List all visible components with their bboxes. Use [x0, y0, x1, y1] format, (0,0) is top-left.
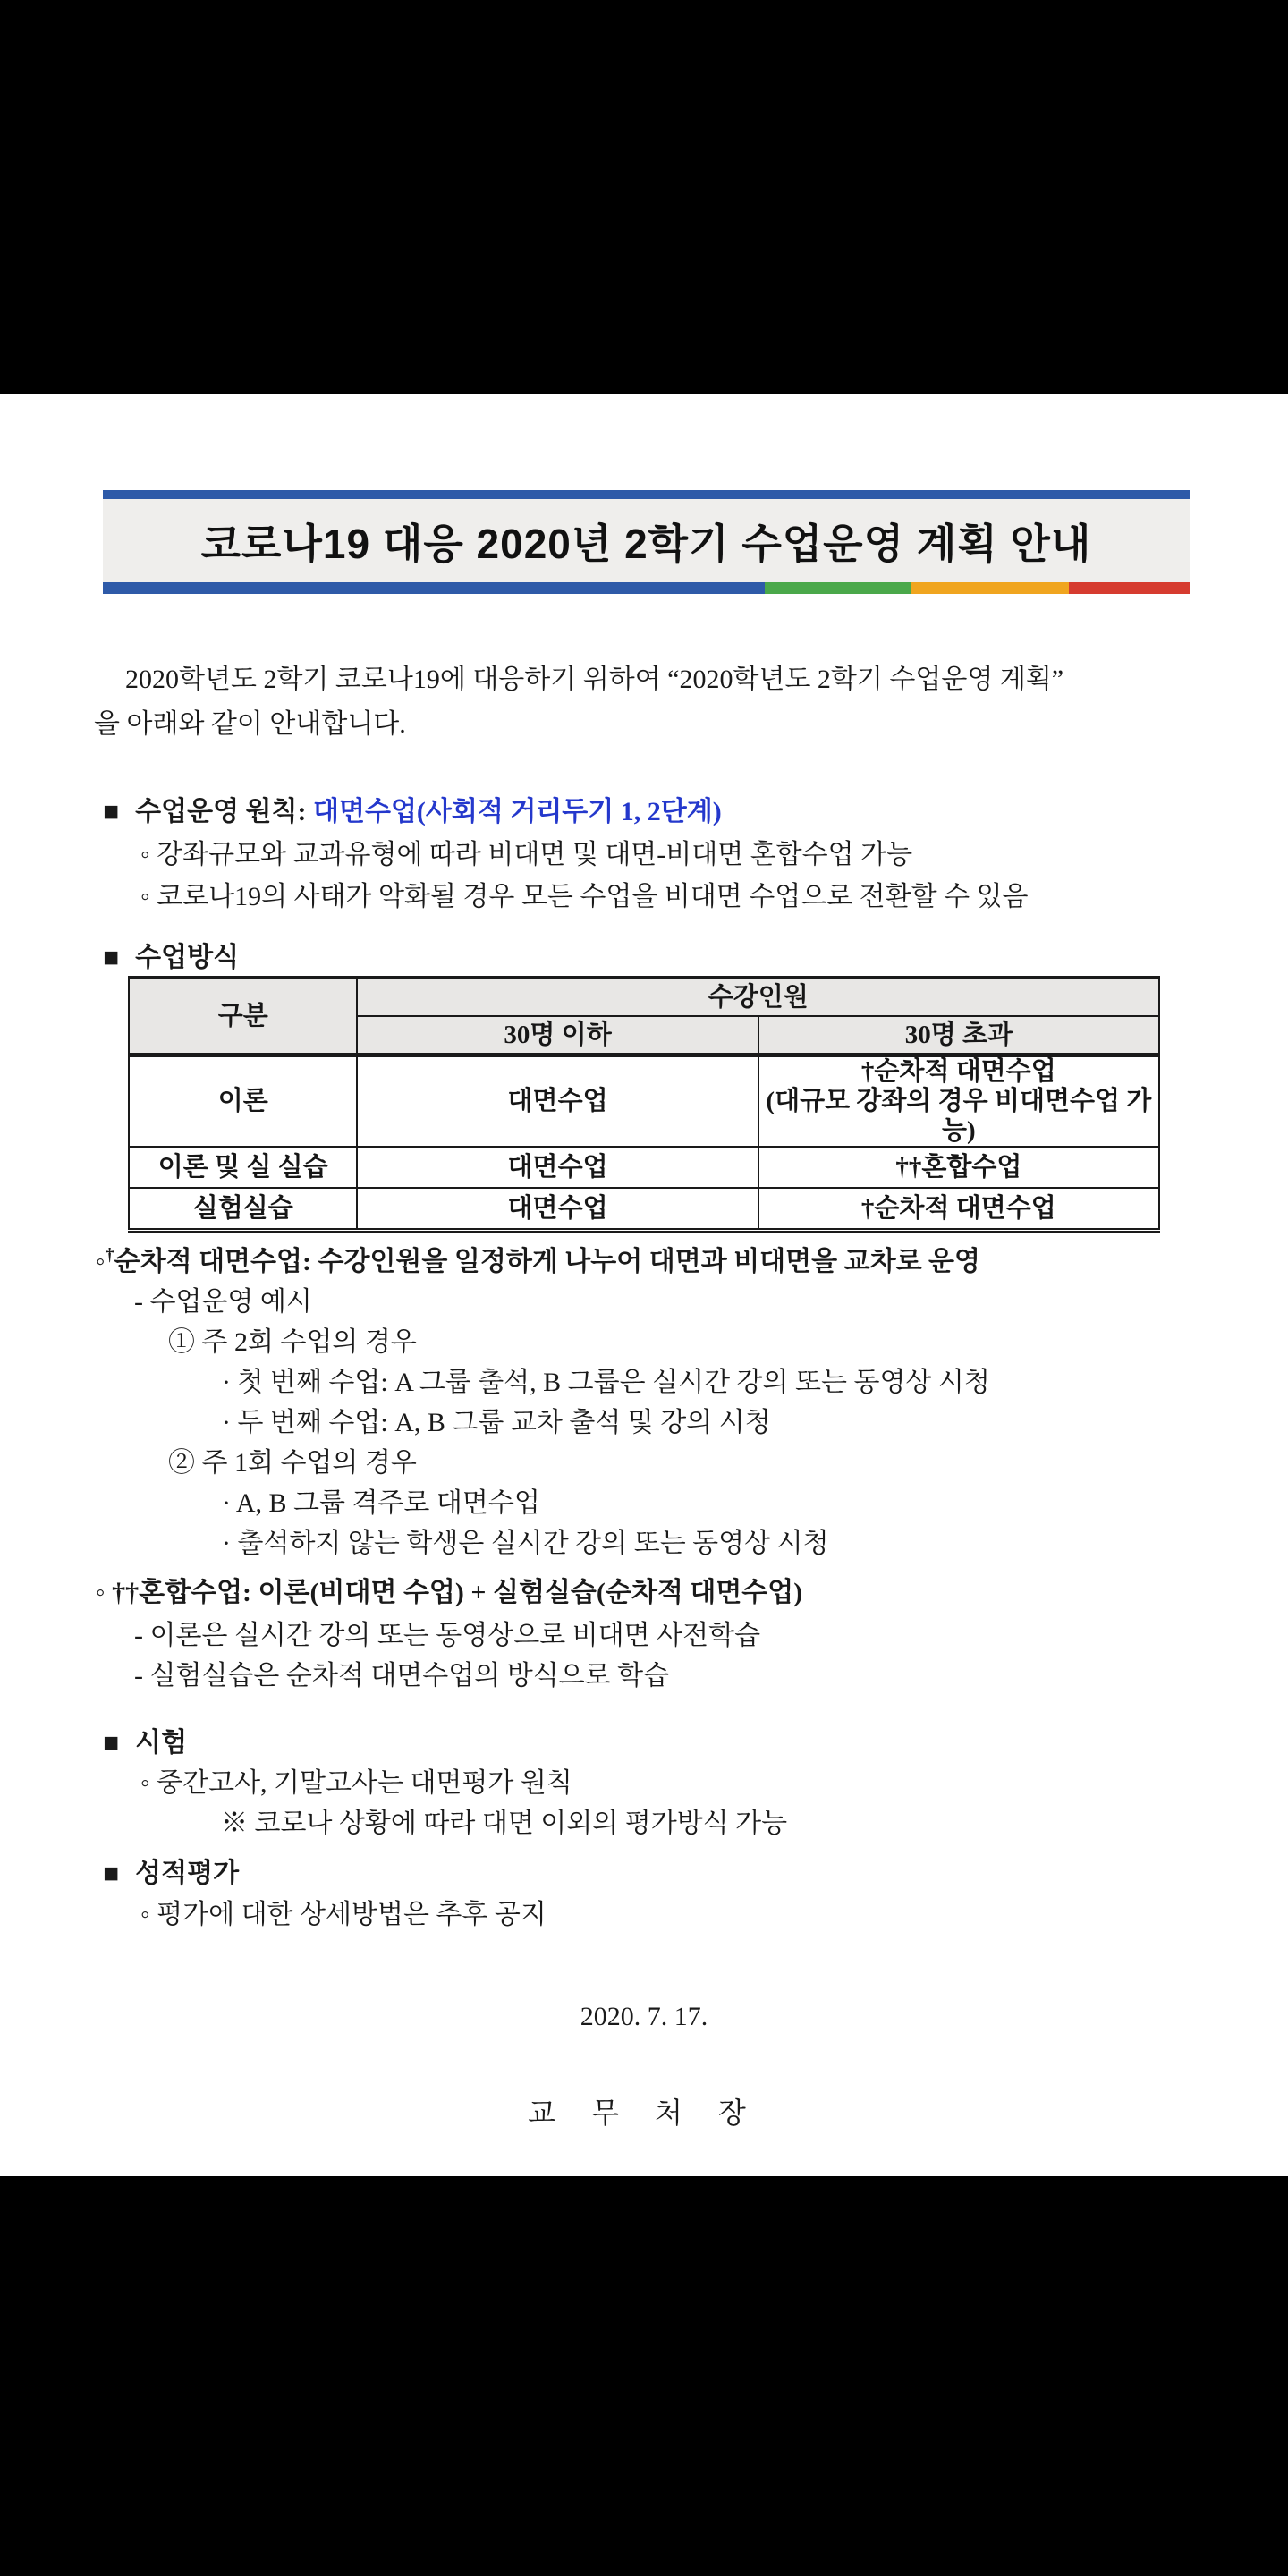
row2-category: 이론 및 실 실습: [129, 1147, 357, 1188]
document-date: 2020. 7. 17.: [580, 2002, 708, 2031]
case1-item-1: · 첫 번째 수업: A 그룹 출석, B 그룹은 실시간 강의 또는 동영상 시청: [222, 1368, 990, 1397]
banner-bottom-bar: [103, 582, 1190, 594]
intro-line-1: 2020학년도 2학기 코로나19에 대응하기 위하여 “2020학년도 2학기 수업운영 계획”: [125, 665, 1064, 694]
document-signer: 교 무 처 장: [528, 2097, 760, 2129]
row2-under30: 대면수업: [357, 1147, 758, 1188]
banner-segment-red: [1069, 582, 1190, 594]
section-principle-highlight: 대면수업(사회적 거리두기 1, 2단계): [313, 797, 722, 826]
square-bullet-icon: ■: [103, 1859, 120, 1888]
square-bullet-icon: ■: [103, 797, 120, 826]
case2-item-2: · 출석하지 않는 학생은 실시간 강의 또는 동영상 시청: [222, 1529, 829, 1558]
note-mixed-title: [96, 1572, 802, 1614]
circle-bullet-icon: ◦: [96, 1247, 106, 1276]
row1-over30-line1: †순차적 대면수업: [860, 1057, 1056, 1086]
note-sequential-title-text: 순차적 대면수업: 수강인원을 일정하게 나누어 대면과 비대면을 교차로 운영: [114, 1247, 981, 1276]
row2-over30: ††혼합수업: [758, 1147, 1159, 1188]
table-header-enrollment: 수강인원: [357, 978, 1159, 1016]
square-bullet-icon: ■: [103, 1728, 120, 1758]
banner-top-bar: [103, 490, 1190, 499]
row3-under30: 대면수업: [357, 1188, 758, 1231]
section-principle-heading: [103, 792, 722, 833]
case2-heading: ② 주 1회 수업의 경우: [168, 1448, 417, 1478]
section-method-heading: [103, 937, 239, 979]
note-mixed-title-text: ††혼합수업: 이론(비대면 수업) + 실험실습(순차적 대면수업): [112, 1578, 803, 1607]
row3-over30: †순차적 대면수업: [758, 1188, 1159, 1231]
square-bullet-icon: ■: [103, 943, 120, 972]
case2-item-1: · A, B 그룹 격주로 대면수업: [222, 1488, 540, 1518]
banner-body: [103, 499, 1190, 582]
grade-item-1: ◦ 평가에 대한 상세방법은 추후 공지: [140, 1900, 547, 1929]
row3-category: 실험실습: [129, 1188, 357, 1231]
exam-note: ※ 코로나 상황에 따라 대면 이외의 평가방식 가능: [221, 1809, 788, 1838]
section-method-label: 수업방식: [135, 943, 240, 972]
section-exam-label: 시험: [135, 1728, 188, 1758]
table-header-category: 구분: [129, 978, 357, 1055]
row1-under30: 대면수업: [357, 1055, 758, 1148]
section-grade-heading: [103, 1853, 239, 1894]
note-sequential-title: [96, 1241, 980, 1283]
intro-line-2: 을 아래와 같이 안내합니다.: [94, 709, 406, 739]
dagger-icon: †: [105, 1245, 114, 1265]
row1-category: 이론: [129, 1055, 357, 1148]
table-header-over30: 30명 초과: [758, 1016, 1159, 1055]
note-mixed-item-1: - 이론은 실시간 강의 또는 동영상으로 비대면 사전학습: [134, 1621, 761, 1650]
page-title: 코로나19 대응 2020년 2학기 수업운영 계획 안내: [200, 520, 1092, 567]
table-row: [129, 1147, 1159, 1188]
section-grade-label: 성적평가: [135, 1859, 240, 1888]
case1-heading: ① 주 2회 수업의 경우: [168, 1327, 417, 1357]
banner-segment-orange: [911, 582, 1069, 594]
row1-over30-line2: (대규모 강좌의 경우 비대면수업 가능): [766, 1087, 1152, 1145]
table-header-under30: 30명 이하: [357, 1016, 758, 1055]
document-page: [0, 394, 1288, 2176]
banner-segment-green: [765, 582, 911, 594]
exam-item-1: ◦ 중간고사, 기말고사는 대면평가 원칙: [140, 1768, 572, 1798]
table-row: [129, 1055, 1159, 1148]
case1-item-2: · 두 번째 수업: A, B 그룹 교차 출석 및 강의 시청: [222, 1408, 771, 1437]
section-exam-heading: [103, 1723, 187, 1764]
section-principle-label: 수업운영 원칙:: [135, 797, 307, 826]
intro-paragraph: [94, 657, 1199, 747]
table-row: [129, 1188, 1159, 1231]
circle-bullet-icon: ◦: [96, 1578, 106, 1607]
note-mixed-item-2: - 실험실습은 순차적 대면수업의 방식으로 학습: [134, 1661, 670, 1690]
banner-segment-blue: [103, 582, 765, 594]
row1-over30: [758, 1055, 1159, 1148]
note-sequential-sub: - 수업운영 예시: [134, 1287, 312, 1317]
title-banner: [103, 490, 1190, 594]
principle-item-2: ◦ 코로나19의 사태가 악화될 경우 모든 수업을 비대면 수업으로 전환할 수 있음: [140, 882, 1029, 911]
principle-item-1: ◦ 강좌규모와 교과유형에 따라 비대면 및 대면-비대면 혼합수업 가능: [140, 840, 913, 869]
method-table: [128, 976, 1160, 1233]
